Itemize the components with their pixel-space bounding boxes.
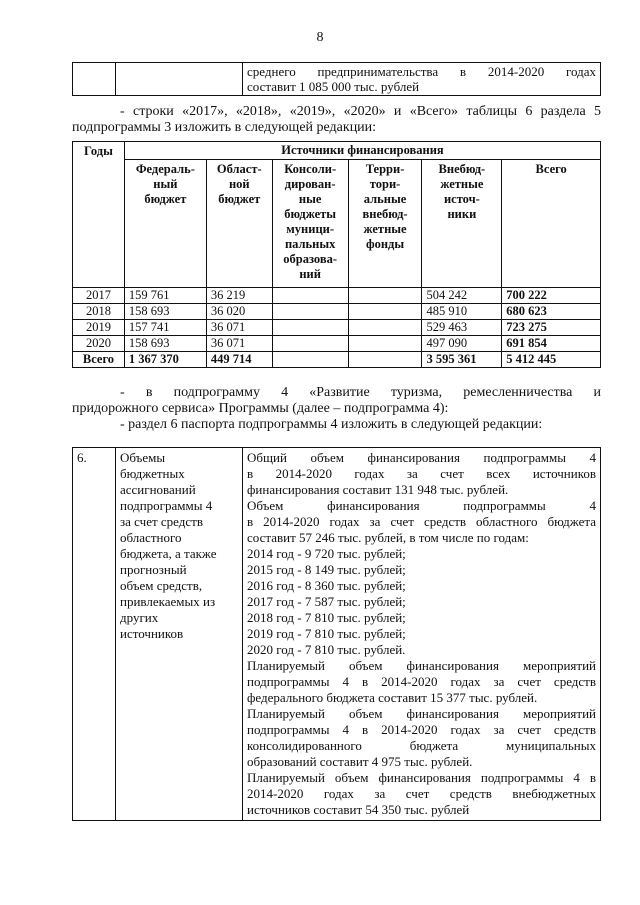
cell-fed: 158 693	[124, 336, 206, 352]
cell-terr	[348, 288, 422, 304]
passport-row-label	[116, 448, 243, 821]
cell-fed: 159 761	[124, 288, 206, 304]
label-line: источников	[120, 626, 184, 641]
cell-terr	[348, 336, 422, 352]
cell-extra: 504 242	[422, 288, 502, 304]
paragraph-subprogram4-intro	[72, 385, 601, 433]
cell-terr	[348, 304, 422, 320]
header-source-4: Внебюд- жетные источ- ники	[422, 160, 502, 288]
cell-extra: 485 910	[422, 304, 502, 320]
cell-total: 5 412 445	[502, 352, 601, 368]
label-line: привлекаемых из	[120, 594, 216, 609]
text-line: 2019 год - 7 810 тыс. рублей;	[247, 626, 406, 641]
page-number: 8	[316, 30, 324, 45]
header-source-2: Консоли- дирован- ные бюджеты муници- пальных образова- ний	[272, 160, 348, 288]
text-line: 2017 год - 7 587 тыс. рублей;	[247, 594, 406, 609]
label-line: за счет средств	[120, 514, 203, 529]
cell-cons	[272, 320, 348, 336]
top-table-line: составит 1 085 000 тыс. рублей	[247, 79, 420, 94]
label-line: Объемы	[120, 450, 166, 465]
table-row	[73, 288, 601, 304]
table-row	[73, 336, 601, 352]
label-line: бюджета, а также	[120, 546, 217, 561]
header-source-5: Всего	[502, 160, 601, 288]
cell-year: 2020	[73, 336, 125, 352]
table-row	[73, 352, 601, 368]
header-source-3: Терри- тори- альные внебюд- жетные фонды	[348, 160, 422, 288]
header-source-1: Област- ной бюджет	[206, 160, 272, 288]
text-line: в 2014-2020 годах за счет всех источников	[247, 466, 596, 481]
cell-extra: 3 595 361	[422, 352, 502, 368]
paragraph-line: - строки «2017», «2018», «2019», «2020» и «Всего» таблицы 6 раздела 5	[120, 104, 601, 119]
label-line: бюджетных	[120, 466, 185, 481]
cell-fed: 158 693	[124, 304, 206, 320]
cell-cons	[272, 352, 348, 368]
cell-cons	[272, 336, 348, 352]
text-line: консолидированного бюджета муниципальных	[247, 738, 596, 753]
label-line: прогнозный	[120, 562, 187, 577]
paragraph-table6-intro	[72, 104, 601, 136]
cell-terr	[348, 352, 422, 368]
table-row	[73, 304, 601, 320]
text-line: Планируемый объем финансирования мероприятий	[247, 658, 596, 673]
text-line: в 2014-2020 годах за счет средств областного бюджета	[247, 514, 596, 529]
cell-reg: 449 714	[206, 352, 272, 368]
cell-year: Всего	[73, 352, 125, 368]
text-line: 2020 год - 7 810 тыс. рублей.	[247, 642, 406, 657]
cell-reg: 36 071	[206, 320, 272, 336]
cell-year: 2019	[73, 320, 125, 336]
text-line: источников составит 54 350 тыс. рублей	[247, 802, 470, 817]
paragraph-line: подпрограммы 3 изложить в следующей редакции:	[72, 120, 377, 135]
top-table-cell-label	[116, 63, 243, 96]
label-line: объем средств,	[120, 578, 203, 593]
passport-row-text	[243, 448, 601, 821]
text-line: образований составит 4 975 тыс. рублей.	[247, 754, 473, 769]
cell-extra: 497 090	[422, 336, 502, 352]
text-line: подпрограммы 4 в 2014-2020 годах за счет средств	[247, 674, 596, 689]
label-line: ассигнований	[120, 482, 196, 497]
text-line: составит 57 246 тыс. рублей, в том числе по годам:	[247, 530, 529, 545]
text-line: Планируемый объем финансирования подпрограммы 4 в	[247, 770, 596, 785]
cell-year: 2017	[73, 288, 125, 304]
text-line: Объем финансирования подпрограммы 4	[247, 498, 596, 513]
cell-extra: 529 463	[422, 320, 502, 336]
text-line: 2015 год - 8 149 тыс. рублей;	[247, 562, 406, 577]
cell-total: 700 222	[502, 288, 601, 304]
text-line: финансирования составит 131 948 тыс. рублей.	[247, 482, 509, 497]
label-line: подпрограммы 4	[120, 498, 213, 513]
top-table-cell-num	[73, 63, 116, 96]
top-table-fragment	[72, 62, 601, 96]
paragraph-line: придорожного сервиса» Программы (далее – подпрограмма 4):	[72, 401, 449, 416]
financing-table	[72, 141, 601, 368]
text-line: 2018 год - 7 810 тыс. рублей;	[247, 610, 406, 625]
header-sources: Источники финансирования	[124, 142, 600, 160]
cell-year: 2018	[73, 304, 125, 320]
paragraph-line: - раздел 6 паспорта подпрограммы 4 изложить в следующей редакции:	[120, 417, 543, 432]
table-row	[73, 320, 601, 336]
cell-total: 691 854	[502, 336, 601, 352]
cell-reg: 36 020	[206, 304, 272, 320]
header-source-0: Федераль- ный бюджет	[124, 160, 206, 288]
cell-terr	[348, 320, 422, 336]
text-line: 2014-2020 годах за счет средств внебюджетных	[247, 786, 596, 801]
text-line: Планируемый объем финансирования мероприятий	[247, 706, 596, 721]
text-line: федерального бюджета составит 15 377 тыс. рублей.	[247, 690, 538, 705]
passport-row-number: 6.	[73, 448, 116, 821]
label-line: других	[120, 610, 159, 625]
label-line: областного	[120, 530, 182, 545]
subprogram-passport-table	[72, 447, 601, 821]
cell-total: 723 275	[502, 320, 601, 336]
text-line: 2014 год - 9 720 тыс. рублей;	[247, 546, 406, 561]
cell-cons	[272, 304, 348, 320]
cell-reg: 36 219	[206, 288, 272, 304]
cell-fed: 157 741	[124, 320, 206, 336]
text-line: подпрограммы 4 в 2014-2020 годах за счет средств	[247, 722, 596, 737]
cell-fed: 1 367 370	[124, 352, 206, 368]
top-table-cell-text	[243, 63, 601, 96]
cell-total: 680 623	[502, 304, 601, 320]
cell-cons	[272, 288, 348, 304]
text-line: 2016 год - 8 360 тыс. рублей;	[247, 578, 406, 593]
top-table-line: среднего предпринимательства в 2014-2020 годах	[247, 64, 596, 79]
cell-reg: 36 071	[206, 336, 272, 352]
header-years: Годы	[73, 142, 125, 288]
text-line: Общий объем финансирования подпрограммы 4	[247, 450, 596, 465]
paragraph-line: - в подпрограмму 4 «Развитие туризма, ремесленничества и	[120, 385, 601, 400]
